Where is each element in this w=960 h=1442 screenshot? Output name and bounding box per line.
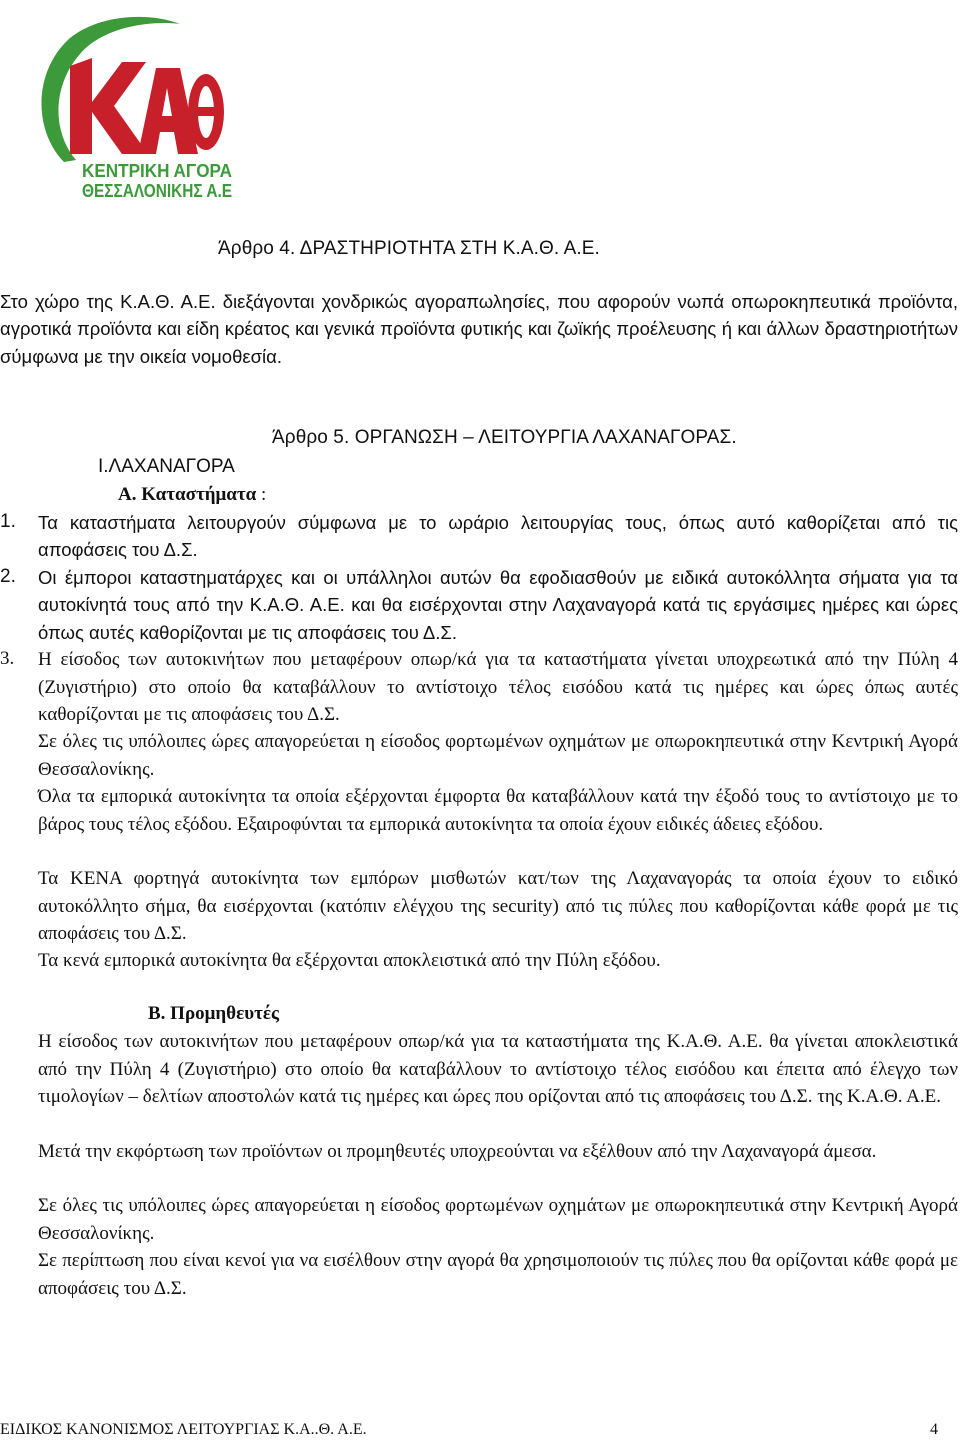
section-b-paragraph2: Μετά την εκφόρτωση των προϊόντων οι προμηθευτές υποχρεούνται να εξέλθουν από την Λαχαναγορά άμεσα. bbox=[38, 1141, 877, 1162]
item1-number: 1. bbox=[0, 511, 16, 532]
section-a-label: Α. Καταστήματα bbox=[118, 484, 257, 505]
section-b-title bbox=[148, 1003, 279, 1025]
footer-title: ΕΙΔΙΚΟΣ ΚΑΝΟΝΙΣΜΟΣ ΛΕΙΤΟΥΡΓΙΑΣ Κ.Α..Θ. Α.Ε. bbox=[0, 1421, 367, 1438]
logo-line2: ΘΕΣΣΑΛΟΝΙΚΗΣ Α.Ε bbox=[82, 181, 232, 201]
item2-text: Οι έμποροι καταστηματάρχες και οι υπάλληλοι αυτών θα εφοδιασθούν με ειδικά αυτοκόλλητα σήματα για τα αυτοκίνητά τους από την Κ.Α.Θ. Α.Ε. και θα εισέρχονται στην Λαχαναγορά κατά τις εργάσιμες ημέρες και ώρες όπως αυτές καθορίζονται με τις αποφάσεις του Δ.Σ. bbox=[38, 567, 958, 643]
section-b-paragraph1: Η είσοδος των αυτοκινήτων που μεταφέρουν οπωρ/κά για τα καταστήματα της Κ.Α.Θ. Α.Ε. θα γίνεται αποκλειστικά από την Πύλη 4 (Ζυγιστήριο) στο οποίο θα καταβάλλουν το αντίστοιχο τέλος εισόδου και έπειτα από έλεγχο των τιμολογίων – δελτίων αποστολών κατά τις ημέρες και ώρες που ορίζονται από τις αποφάσεις του Δ.Σ. της Κ.Α.Θ. Α.Ε. bbox=[38, 1031, 958, 1107]
item3-paragraph4: Τα ΚΕΝΑ φορτηγά αυτοκίνητα των εμπόρων μισθωτών κατ/των της Λαχαναγοράς τα οποία έχουν το ειδικό αυτοκόλλητο σήμα, θα εισέρχονται (κατόπιν ελέγχου της security) από τις πύλες που καθορίζονται κάθε φορά με τις αποφάσεις του Δ.Σ. bbox=[38, 868, 958, 944]
article4-heading: Άρθρο 4. ΔΡΑΣΤΗΡΙΟΤΗΤΑ ΣΤΗ Κ.Α.Θ. Α.Ε. bbox=[218, 238, 600, 259]
item2-number: 2. bbox=[0, 566, 16, 587]
article4-body: Στο χώρο της Κ.Α.Θ. Α.Ε. διεξάγονται χονδρικώς αγοραπωλησίες, που αφορούν νωπά οπωροκηπευτικά προϊόντα, αγροτικά προϊόντα και είδη κρέατος και γενικά προϊόντα φυτικής και ζωϊκής προέλευσης ή και άλλων δραστηριοτήτων σύμφωνα με την οικεία νομοθεσία. bbox=[0, 291, 958, 367]
item3-paragraph5: Τα κενά εμπορικά αυτοκίνητα θα εξέρχονται αποκλειστικά από την Πύλη εξόδου. bbox=[38, 950, 661, 971]
item1-text: Τα καταστήματα λειτουργούν σύμφωνα με το ωράριο λειτουργίας τους, όπως αυτό καθορίζεται από τις αποφάσεις του Δ.Σ. bbox=[38, 512, 958, 561]
item3-paragraph3: Όλα τα εμπορικά αυτοκίνητα τα οποία εξέρχονται έμφορτα θα καταβάλλουν κατά την έξοδό τους το αντίστοιχο με το βάρος τους τέλος εξόδου. Εξαιροφύνται τα εμπορικά αυτοκίνητα τα οποία έχουν ειδικές άδειες εξόδου. bbox=[38, 786, 958, 835]
item3-text: Η είσοδος των αυτοκινήτων που μεταφέρουν οπωρ/κά για τα καταστήματα γίνεται υποχρεωτικά από την Πύλη 4 (Ζυγιστήριο) στο οποίο θα καταβάλλουν το αντίστοιχο τέλος εισόδου κατά τις ημέρες και ώρες όπως αυτές καθορίζονται με τις αποφάσεις του Δ.Σ. bbox=[38, 649, 958, 725]
section-a-title bbox=[118, 484, 266, 506]
kath-logo-graphic bbox=[30, 14, 230, 200]
kath-logo bbox=[30, 14, 230, 200]
item3-number: 3. bbox=[0, 648, 15, 669]
section-b-paragraph3: Σε όλες τις υπόλοιπες ώρες απαγορεύεται η είσοδος φορτωμένων οχημάτων με οπωροκηπευτικά στην Κεντρική Αγορά Θεσσαλονίκης. bbox=[38, 1195, 958, 1244]
page-number: 4 bbox=[930, 1421, 938, 1438]
article5-heading: Άρθρο 5. ΟΡΓΑΝΩΣΗ – ΛΕΙΤΟΥΡΓΙΑ ΛΑΧΑΝΑΓΟΡΑΣ. bbox=[272, 427, 737, 448]
section-b-paragraph4: Σε περίπτωση που είναι κενοί για να εισέλθουν στην αγορά θα χρησιμοποιούν τις πύλες που θα ορίζονται κάθε φορά με αποφάσεις του Δ.Σ. bbox=[38, 1250, 958, 1299]
logo-line1: ΚΕΝΤΡΙΚΗ ΑΓΟΡΑ bbox=[82, 161, 232, 181]
section-a-colon: : bbox=[256, 484, 267, 505]
section-b-label: Β. Προμηθευτές bbox=[148, 1003, 279, 1024]
article5-subheading: Ι.ΛΑΧΑΝΑΓΟΡΑ bbox=[98, 456, 235, 477]
item3-paragraph2: Σε όλες τις υπόλοιπες ώρες απαγορεύεται η είσοδος φορτωμένων οχημάτων με οπωροκηπευτικά στην Κεντρική Αγορά Θεσσαλονίκης. bbox=[38, 731, 958, 780]
